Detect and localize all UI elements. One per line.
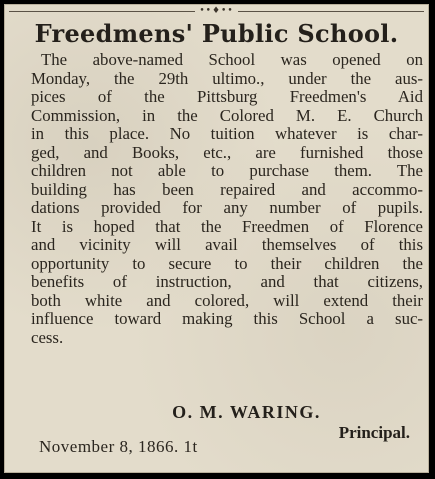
- signature-role: Principal.: [338, 423, 410, 442]
- ornament-dots: ••♦••: [199, 6, 234, 16]
- body-line: ged, and Books, etc., are furnished those: [31, 142, 423, 162]
- body-line: dations provided for any number of pupils.: [31, 198, 423, 217]
- body-line: Commission, in the Colored M. E. Church: [31, 105, 423, 125]
- dateline: November 8, 1866. 1t: [39, 437, 198, 456]
- ornamental-rule: [5, 8, 428, 14]
- body-line: children not able to purchase them. The: [31, 161, 423, 180]
- body-line: both white and colored, will extend their: [31, 290, 423, 310]
- headline: Freedmens' Public School.: [34, 19, 399, 48]
- body-line: The above-named School was opened on: [41, 50, 423, 69]
- article-body: [31, 51, 423, 347]
- body-line: and vicinity will avail themselves of this: [31, 235, 423, 254]
- body-line: benefits of instruction, and that citizens,: [31, 272, 423, 291]
- body-line: cess.: [31, 327, 64, 347]
- signature-name: O. M. WARING.: [172, 402, 321, 422]
- body-line: pices of the Pittsburg Freedmen's Aid: [31, 87, 423, 106]
- body-line: in this place. No tuition whatever is char-: [31, 124, 423, 143]
- body-line: Monday, the 29th ultimo., under the aus-: [31, 68, 423, 88]
- body-line: building has been repaired and accommo-: [31, 179, 423, 199]
- newspaper-clipping: [4, 4, 429, 473]
- body-line: It is hoped that the Freedmen of Florence: [31, 216, 423, 236]
- body-line: opportunity to secure to their children the: [31, 253, 423, 273]
- body-line: influence toward making this School a suc-: [31, 309, 423, 328]
